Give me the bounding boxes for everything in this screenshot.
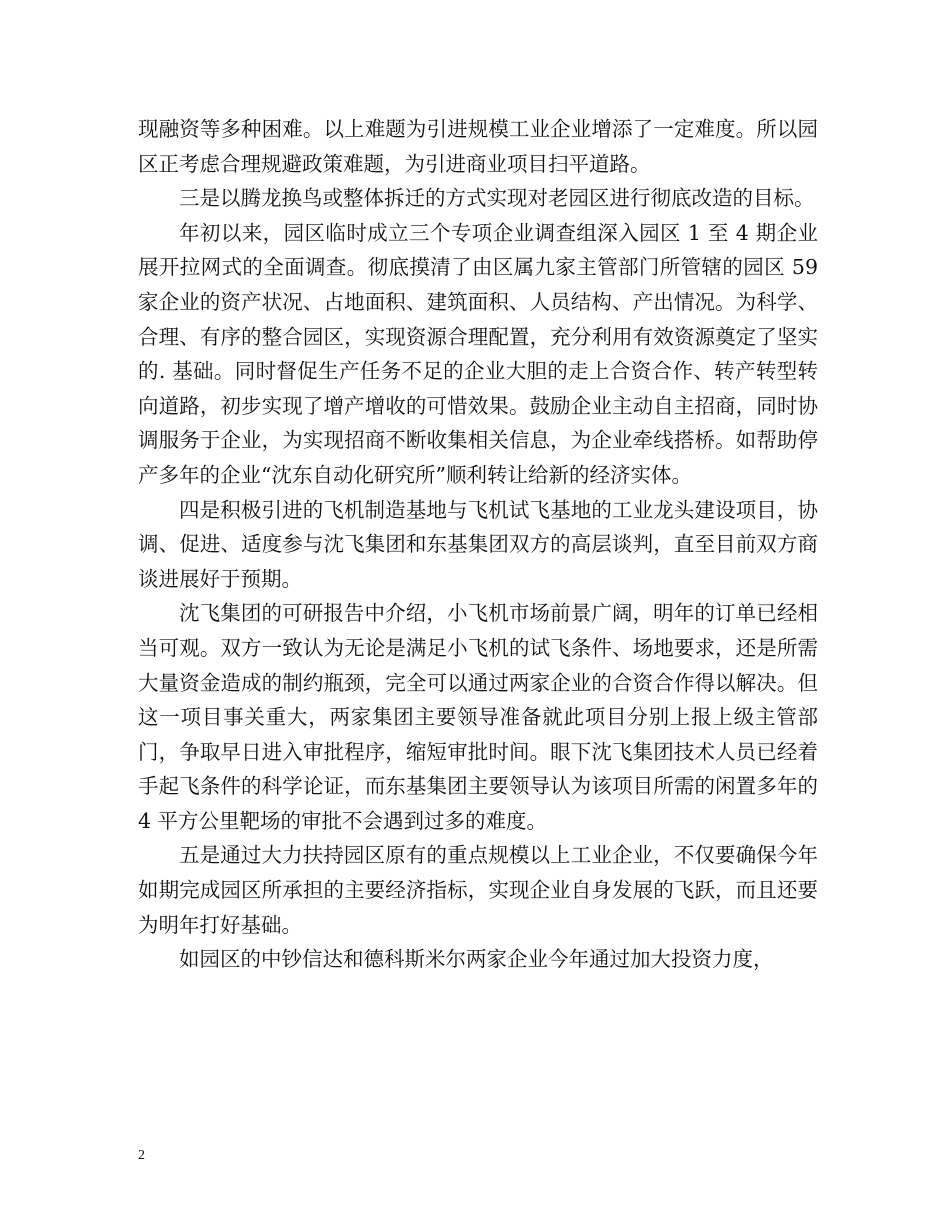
paragraph: 如园区的中钞信达和德科斯米尔两家企业今年通过加大投资力度， — [179, 947, 774, 972]
page-number: 2 — [138, 1148, 145, 1163]
paragraph: 现融资等多种困难。以上难题为引进规模工业企业增添了一定难度。所以园区正考虑合理规避政策难题，为引进商业项目扫平道路。 — [138, 117, 818, 176]
paragraph: 三是以腾龙换鸟或整体拆迁的方式实现对老园区进行彻底改造的目标。 — [179, 186, 815, 211]
paragraph: 年初以来，园区临时成立三个专项企业调查组深入园区 1 至 4 期企业展开拉网式的全面调查。彻底摸清了由区属九家主管部门所管辖的园区 59 家企业的资产状况、占地面积、建筑面积、人员结构、产出情况。为科学、合理、有序的整合园区，实现资源合理配置，充分利用有效资源奠定了坚实的. 基础。同时督促生产任务不足的企业大胆的走上合资合作、转产转型转向道路，初步实现了增产增收的可惜效果。鼓励企业主动自主招商，同时协调服务于企业，为实现招商不断收集相关信息，为企业牵线搭桥。如帮助停产多年的企业“沈东自动化研究所”顺利转让给新的经济实体。 — [138, 220, 818, 487]
paragraph: 四是积极引进的飞机制造基地与飞机试飞基地的工业龙头建设项目，协调、促进、适度参与沈飞集团和东基集团双方的高层谈判，直至目前双方商谈进展好于预期。 — [138, 497, 818, 591]
paragraph: 五是通过大力扶持园区原有的重点规模以上工业企业，不仅要确保今年如期完成园区所承担的主要经济指标，实现企业自身发展的飞跃，而且还要为明年打好基础。 — [138, 843, 818, 937]
paragraph: 沈飞集团的可研报告中介绍，小飞机市场前景广阔，明年的订单已经相当可观。双方一致认为无论是满足小飞机的试飞条件、场地要求，还是所需大量资金造成的制约瓶颈，完全可以通过两家企业的合资合作得以解决。但这一项目事关重大，两家集团主要领导准备就此项目分别上报上级主管部门，争取早日进入审批程序，缩短审批时间。眼下沈飞集团技术人员已经着手起飞条件的科学论证，而东基集团主要领导认为该项目所需的闲置多年的 4 平方公里靶场的审批不会遇到过多的难度。 — [138, 601, 818, 833]
body-text — [138, 112, 818, 977]
